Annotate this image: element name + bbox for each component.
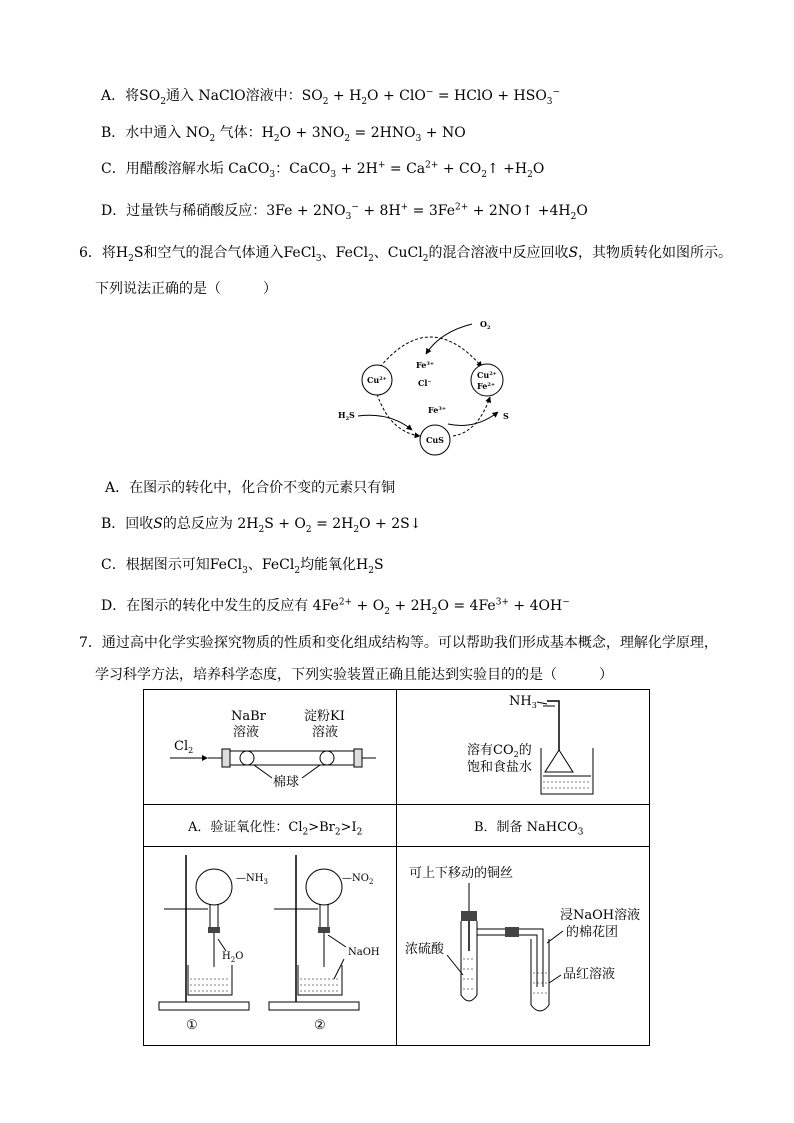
q6-cycle-diagram xyxy=(330,312,530,462)
nh3-label: $NH_3$ xyxy=(509,694,537,710)
svg-text:溶液: 溶液 xyxy=(233,725,260,740)
test-tube-right xyxy=(531,939,549,1011)
cotton-ball-left xyxy=(240,751,254,765)
svg-text:可上下移动的铜丝: 可上下移动的铜丝 xyxy=(409,866,514,881)
svg-text:H2O: $H_2O$ xyxy=(222,951,244,964)
svg-text:溶液: 溶液 xyxy=(312,725,339,740)
apparatus-b xyxy=(397,690,650,804)
dashed-arc-right xyxy=(453,397,490,436)
svg-text:饱和食盐水: 饱和食盐水 xyxy=(467,760,533,775)
caption-b: B．制备 NaHCO$_3$ xyxy=(474,820,584,838)
q6-stem-line2: 下列说法正确的是（ ） xyxy=(95,281,277,297)
fe3-bottom-label: $Fe^{3+}$ xyxy=(428,405,447,415)
svg-text:棉球: 棉球 xyxy=(273,775,300,790)
o2-arrow xyxy=(426,324,472,354)
flask-2 xyxy=(306,869,342,905)
q5-option-b[interactable]: B．水中通入 $NO_2$ 气体：$H_2O + 3NO_2 = 2HNO_3$ + NO xyxy=(101,125,466,144)
funnel xyxy=(545,750,573,772)
svg-text:NaOH: NaOH xyxy=(348,947,380,958)
delivery-tube xyxy=(477,929,543,987)
svg-text:溶有CO2的: 溶有$CO_2$的 xyxy=(467,743,532,759)
beaker-2 xyxy=(298,965,342,995)
q6-option-c[interactable]: C．根据图示可知FeCl$_3$、FeCl$_2$均能氧化$H_2S$ xyxy=(101,557,384,576)
cl2-label: $Cl_2$ xyxy=(174,739,194,755)
h2s-arrow xyxy=(358,415,412,430)
fe3-top-label: $Fe^{3+}$ xyxy=(416,360,435,370)
o2-label: $O_2$ xyxy=(480,319,491,331)
caption-a: A．验证氧化性：$Cl_2>Br_2>I_2$ xyxy=(188,820,363,838)
apparatus-a xyxy=(144,690,396,804)
svg-text:浸NaOH溶液: 浸NaOH溶液 xyxy=(560,908,641,923)
q7-stem-line1: 7．通过高中化学实验探究物质的性质和变化组成结构等。可以帮助我们形成基本概念，理解化学原理， xyxy=(79,635,718,651)
table-divider-1 xyxy=(144,804,649,805)
svg-text:②: ② xyxy=(314,1018,326,1033)
question-number: 6． xyxy=(79,245,102,261)
q7-stem-line2: 学习科学方法，培养科学态度，下列实验装置正确且能达到实验目的的是（ ） xyxy=(95,667,613,683)
svg-text:—NH3: $—NH_3$ xyxy=(236,873,268,886)
apparatus-c xyxy=(144,847,396,1046)
s-arrow xyxy=(448,412,498,426)
svg-text:NaBr: NaBr xyxy=(231,709,266,724)
svg-text:品红溶液: 品红溶液 xyxy=(563,967,616,982)
cu2-right-label: $Cu^{2+}$ xyxy=(477,370,497,380)
cotton-ball-right xyxy=(320,751,334,765)
cu-fe-right-circle xyxy=(471,364,503,396)
svg-text:①: ① xyxy=(186,1018,198,1033)
h2s-label: $H_2S$ xyxy=(338,410,355,422)
fe2-right-label: $Fe^{2+}$ xyxy=(477,381,496,391)
q6-option-a[interactable]: A．在图示的转化中，化合价不变的元素只有铜 xyxy=(105,480,396,496)
q6-stem-line1: 6．将$H_2S$和空气的混合气体通入FeCl$_3$、FeCl$_2$、CuCl$_2$的混合溶液中反应回收S，其物质转化如图所示。 xyxy=(79,245,733,264)
cus-label: CuS xyxy=(426,435,444,445)
svg-text:的棉花团: 的棉花团 xyxy=(566,925,619,940)
q7-apparatus-table xyxy=(143,689,650,1046)
cl-label: Cl− xyxy=(418,378,432,388)
cu2-left-label: $Cu^{2+}$ xyxy=(367,375,387,385)
svg-text:—NO2: $—NO_2$ xyxy=(342,873,374,886)
q5-option-c[interactable]: C．用醋酸溶解水垢 CaCO$_3$：CaCO$_3$ + $2H^+ = Ca^{2+}$ + $CO_2↑ +H_2O$ xyxy=(101,160,545,180)
apparatus-d xyxy=(397,847,650,1046)
q6-option-b[interactable]: B．回收S的总反应为 $2H_2S + O_2 = 2H_2O$ + 2S↓ xyxy=(101,516,422,535)
dashed-arc-left xyxy=(377,394,420,436)
q6-option-d[interactable]: D．在图示的转化中发生的反应有 $4Fe^{2+} + O_2 + 2H_2O = 4Fe^{3+} + 4OH^-$ xyxy=(101,597,570,617)
s-product-label: S xyxy=(503,411,509,421)
beaker-1 xyxy=(188,965,232,995)
flask-1 xyxy=(196,869,232,905)
svg-text:浓硫酸: 浓硫酸 xyxy=(405,942,445,957)
svg-text:淀粉KI: 淀粉KI xyxy=(304,709,345,724)
q5-option-d[interactable]: D．过量铁与稀硝酸反应：$3Fe + 2NO_3^- + 8H^+ = 3Fe^{2+}$ + 2NO↑ $+4H_2O$ xyxy=(101,202,588,222)
question-number: 7． xyxy=(79,635,102,651)
q5-option-a[interactable]: A．将$SO_2$通入 NaClO溶液中：$SO_2 + H_2O + ClO^-$ = HClO + $HSO_3^-$ xyxy=(101,87,561,107)
